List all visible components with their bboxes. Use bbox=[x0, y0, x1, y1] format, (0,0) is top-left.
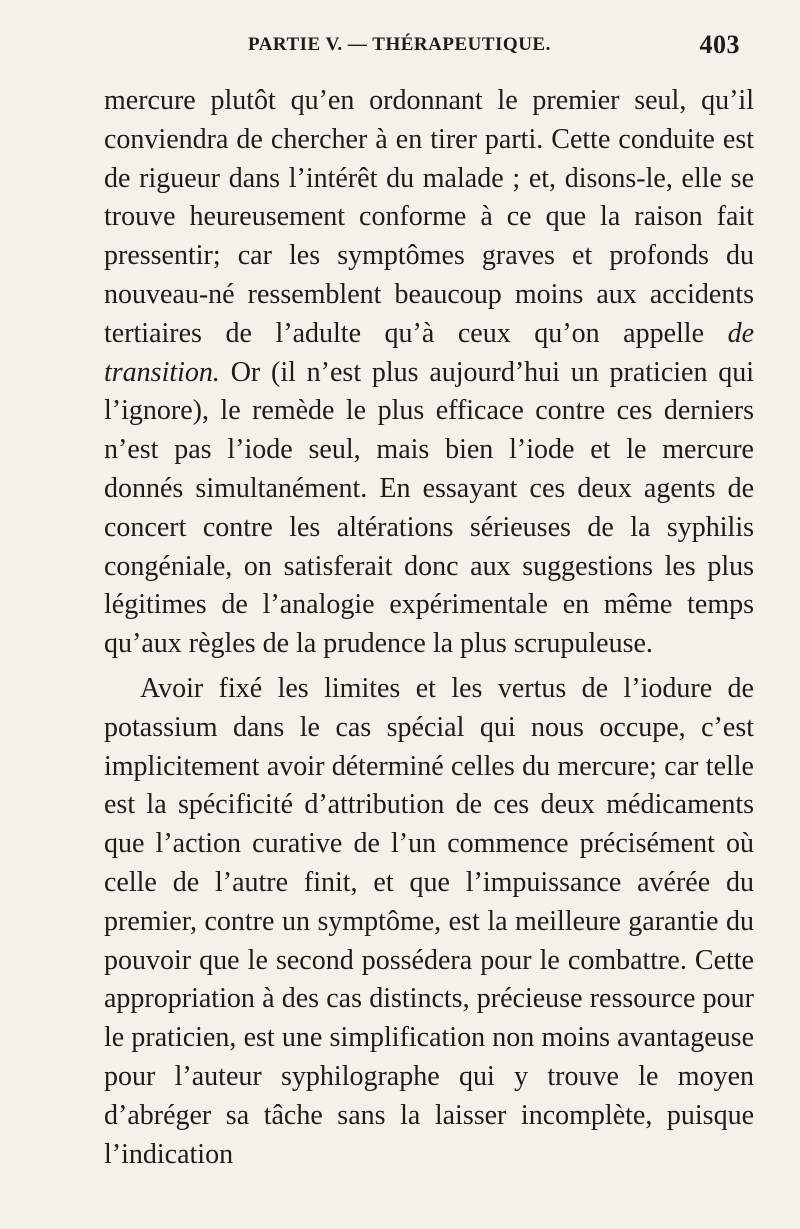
italic-term: de transition. bbox=[104, 317, 754, 388]
page-number: 403 bbox=[699, 30, 740, 59]
body-text bbox=[104, 82, 754, 1174]
paragraph-2: Avoir fixé les limites et les vertus de l’iodure de potassium dans le cas spécial qui nous occupe, c’est implicitement avoir déterminé celles du mercure; car telle est la spécificité d’attribution de ces deux médicaments que l’action curative de l’un commence précisément où celle de l’autre finit, et que l’impuissance avérée du premier, contre un symptôme, est la meilleure garantie du pouvoir que le second possédera pour le combattre. Cette appropriation à des cas distincts, précieuse ressource pour le praticien, est une simplification non moins avantageuse pour l’auteur syphilographe qui y trouve le moyen d’abréger sa tâche sans la laisser incomplète, puisque l’indication bbox=[104, 672, 754, 1170]
running-title: PARTIE V. — THÉRAPEUTIQUE. bbox=[248, 34, 551, 55]
paragraph-1-part-1: mercure plutôt qu’en ordonnant le premier seul, qu’il conviendra de chercher à en tirer parti. Cette conduite est de rigueur dans l’intérêt du malade ; et, disons-le, elle se trouve heureusement conforme à ce que la raison fait pressentir; car les symptômes graves et profonds du nouveau-né ressemblent beaucoup moins aux accidents tertiaires de l’adulte qu’à ceux qu’on appelle bbox=[104, 85, 754, 349]
page-header bbox=[100, 30, 740, 64]
paragraph-1 bbox=[104, 82, 754, 664]
paragraph-1-part-2: Or (il n’est plus aujourd’hui un praticien qui l’ignore), le remède le plus efficace contre ces derniers n’est pas l’iode seul, mais bien l’iode et le mercure donnés simultanément. En essayant ces deux agents de concert contre les altérations sérieuses de la syphilis congéniale, on satisferait donc aux suggestions les plus légitimes de l’analogie expérimentale en même temps qu’aux règles de la prudence la plus scrupuleuse. bbox=[104, 356, 754, 660]
